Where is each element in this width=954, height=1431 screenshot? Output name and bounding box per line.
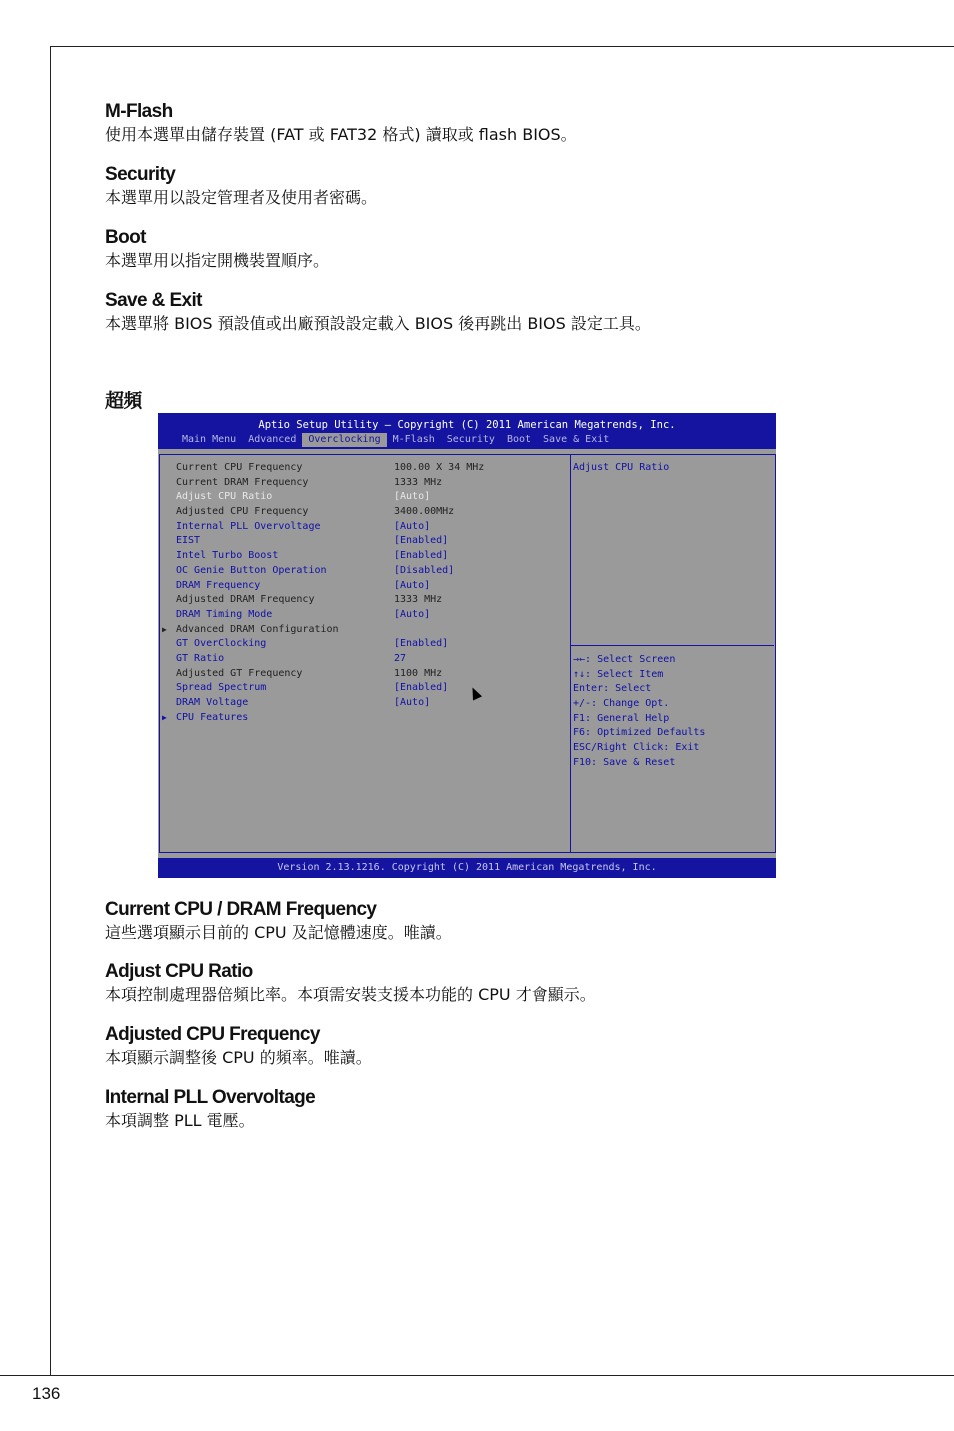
bios-setting-label: Adjusted DRAM Frequency bbox=[176, 594, 315, 606]
bios-setting-row[interactable] bbox=[160, 608, 570, 623]
bios-key-help-item: ↑↓: Select Item bbox=[573, 668, 664, 680]
section-title: Current CPU / DRAM Frequency bbox=[105, 899, 377, 920]
section-title: M-Flash bbox=[105, 101, 173, 122]
bios-setting-row[interactable] bbox=[160, 593, 570, 608]
bios-key-help-item: F6: Optimized Defaults bbox=[573, 727, 706, 739]
bios-setting-label: CPU Features bbox=[176, 711, 249, 723]
section-boot bbox=[105, 227, 329, 273]
bios-setting-label: Adjusted CPU Frequency bbox=[176, 506, 309, 518]
bios-key-help-item: F1: General Help bbox=[573, 712, 670, 724]
bios-divider bbox=[570, 455, 571, 852]
bios-tab-bar bbox=[176, 433, 615, 447]
bios-setting-value: 1333 MHz bbox=[394, 476, 443, 488]
bios-setting-value: 1100 MHz bbox=[394, 667, 443, 679]
bios-setting-label: OC Genie Button Operation bbox=[176, 564, 327, 576]
bios-key-help-item: ESC/Right Click: Exit bbox=[573, 742, 700, 754]
section-adjust-cpu-ratio bbox=[105, 961, 596, 1007]
bios-setting-value: [Enabled] bbox=[394, 638, 449, 650]
bios-setting-row[interactable] bbox=[160, 520, 570, 535]
frame-left-rule bbox=[50, 46, 51, 1375]
section-m-flash bbox=[105, 101, 577, 147]
section-body: 這些選項顯示目前的 CPU 及記憶體速度。唯讀。 bbox=[105, 923, 452, 942]
bios-setting-row[interactable] bbox=[160, 681, 570, 696]
section-save-exit bbox=[105, 290, 651, 336]
bios-setting-label: Internal PLL Overvoltage bbox=[176, 520, 321, 532]
bios-setting-label: Adjust CPU Ratio bbox=[176, 491, 273, 503]
bios-setting-value: 1333 MHz bbox=[394, 594, 443, 606]
bios-setting-label: Current CPU Frequency bbox=[176, 462, 303, 473]
bios-key-help bbox=[573, 653, 705, 771]
bios-setting-label: Intel Turbo Boost bbox=[176, 550, 279, 562]
section-body: 本項顯示調整後 CPU 的頻率。唯讀。 bbox=[105, 1048, 372, 1067]
bios-setting-row[interactable] bbox=[160, 652, 570, 667]
bios-setting-value: [Enabled] bbox=[394, 535, 449, 547]
section-title: Adjusted CPU Frequency bbox=[105, 1024, 320, 1045]
bios-setting-value: [Enabled] bbox=[394, 682, 449, 694]
section-title: Internal PLL Overvoltage bbox=[105, 1087, 316, 1108]
bios-screenshot bbox=[158, 413, 776, 878]
tab-main-menu[interactable]: Main Menu bbox=[182, 434, 237, 445]
tab-overclocking[interactable]: Overclocking bbox=[302, 433, 386, 447]
bios-setting-value: [Auto] bbox=[394, 520, 431, 532]
bios-setting-label: DRAM Frequency bbox=[176, 579, 261, 591]
bios-help-text: Adjust CPU Ratio bbox=[573, 462, 670, 473]
section-body: 本項調整 PLL 電壓。 bbox=[105, 1111, 255, 1130]
bios-setting-row[interactable] bbox=[160, 534, 570, 549]
bios-setting-label: EIST bbox=[176, 535, 201, 547]
submenu-arrow-icon: ▶ bbox=[162, 624, 167, 634]
bios-setting-label: Spread Spectrum bbox=[176, 682, 267, 694]
tab-advanced[interactable]: Advanced bbox=[248, 434, 297, 445]
section-title: Save & Exit bbox=[105, 290, 202, 311]
bios-setting-label: DRAM Voltage bbox=[176, 697, 249, 708]
bios-setting-value: [Auto] bbox=[394, 579, 431, 591]
bios-setting-row[interactable] bbox=[160, 505, 570, 520]
bios-setting-label: Current DRAM Frequency bbox=[176, 476, 309, 488]
bios-setting-row[interactable] bbox=[160, 623, 570, 638]
bios-setting-row[interactable] bbox=[160, 490, 570, 505]
overclock-heading: 超頻 bbox=[105, 391, 142, 412]
section-body: 本選單用以設定管理者及使用者密碼。 bbox=[105, 188, 378, 207]
section-security bbox=[105, 164, 377, 210]
bios-settings-list bbox=[160, 461, 570, 725]
bios-title: Aptio Setup Utility – Copyright (C) 2011 American Megatrends, Inc. bbox=[258, 419, 676, 431]
bios-setting-row[interactable] bbox=[160, 461, 570, 476]
bios-key-help-item: Enter: Select bbox=[573, 683, 652, 695]
section-title: Boot bbox=[105, 227, 146, 248]
submenu-arrow-icon: ▶ bbox=[162, 712, 167, 722]
page-number: 136 bbox=[32, 1384, 61, 1403]
bios-key-help-item: +/-: Change Opt. bbox=[573, 698, 670, 710]
bios-setting-value: [Auto] bbox=[394, 608, 431, 620]
bios-setting-row[interactable] bbox=[160, 711, 570, 726]
bios-setting-row[interactable] bbox=[160, 637, 570, 652]
bios-setting-value: 27 bbox=[394, 652, 407, 664]
section-body: 使用本選單由儲存裝置 (FAT 或 FAT32 格式) 讀取或 flash BIOS。 bbox=[105, 125, 577, 144]
section-current-frequency bbox=[105, 899, 452, 945]
bios-setting-label: DRAM Timing Mode bbox=[176, 608, 273, 620]
bios-setting-row[interactable] bbox=[160, 549, 570, 564]
bios-setting-value: 3400.00MHz bbox=[394, 506, 455, 518]
bios-setting-label: Advanced DRAM Configuration bbox=[176, 623, 339, 635]
section-body: 本選單用以指定開機裝置順序。 bbox=[105, 251, 330, 270]
bios-setting-value: [Auto] bbox=[394, 697, 431, 708]
bios-key-help-item: F10: Save & Reset bbox=[573, 756, 676, 768]
bios-key-help-item: →←: Select Screen bbox=[573, 654, 676, 665]
section-body: 本選單將 BIOS 預設值或出廠預設設定載入 BIOS 後再跳出 BIOS 設定工具。 bbox=[105, 314, 651, 333]
bios-setting-row[interactable] bbox=[160, 667, 570, 682]
section-internal-pll bbox=[105, 1087, 315, 1133]
section-body: 本項控制處理器倍頻比率。本項需安裝支援本功能的 CPU 才會顯示。 bbox=[105, 985, 596, 1004]
bios-header bbox=[158, 413, 776, 449]
tab-security[interactable]: Security bbox=[446, 434, 495, 445]
frame-bottom-rule bbox=[0, 1375, 954, 1376]
section-title: Adjust CPU Ratio bbox=[105, 961, 253, 982]
bios-setting-label: GT Ratio bbox=[176, 652, 225, 664]
bios-setting-label: GT OverClocking bbox=[176, 638, 267, 650]
bios-help-divider bbox=[571, 645, 774, 646]
bios-setting-value: [Auto] bbox=[394, 491, 431, 503]
bios-setting-label: Adjusted GT Frequency bbox=[176, 667, 303, 679]
bios-setting-value: [Enabled] bbox=[394, 550, 449, 562]
bios-footer: Version 2.13.1216. Copyright (C) 2011 American Megatrends, Inc. bbox=[158, 858, 776, 878]
tab-boot[interactable]: Boot bbox=[506, 434, 532, 445]
bios-setting-value: [Disabled] bbox=[394, 564, 455, 576]
section-adjusted-cpu-frequency bbox=[105, 1024, 372, 1070]
tab-save-exit[interactable]: Save & Exit bbox=[543, 434, 610, 445]
section-title: Security bbox=[105, 164, 176, 185]
bios-setting-value: 100.00 X 34 MHz bbox=[394, 462, 485, 473]
bios-panel bbox=[159, 454, 776, 853]
bios-setting-row[interactable] bbox=[160, 564, 570, 579]
bios-setting-row[interactable] bbox=[160, 476, 570, 491]
tab-m-flash[interactable]: M-Flash bbox=[392, 434, 435, 445]
bios-setting-row[interactable] bbox=[160, 696, 570, 711]
frame-top-rule bbox=[50, 46, 954, 47]
bios-setting-row[interactable] bbox=[160, 579, 570, 594]
